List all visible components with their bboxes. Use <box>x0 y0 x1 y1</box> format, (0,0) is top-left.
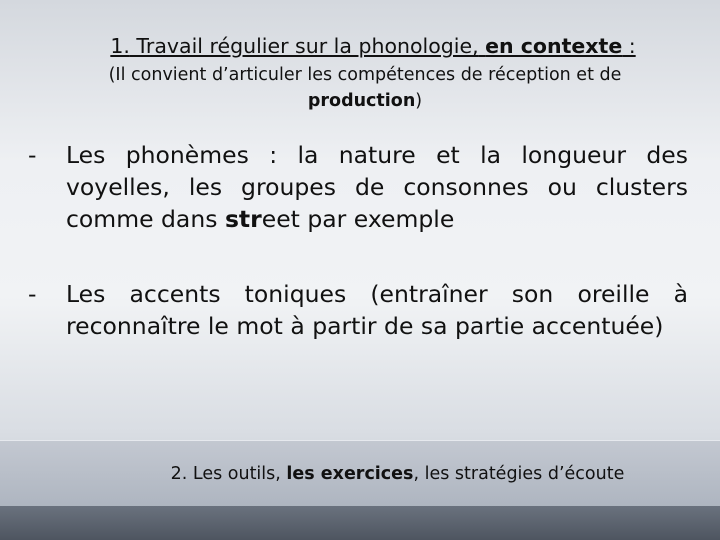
title-end: : <box>622 34 636 58</box>
footer-bold: les exercices <box>286 464 414 484</box>
title-main: Travail régulier sur la phonologie, <box>129 34 479 58</box>
bullet-text-before: Les phonèmes : la nature et la longueur des voyelles, les groupes de consonnes ou clusters comme dans <box>66 141 688 233</box>
title-number: 1. <box>110 34 130 58</box>
bottom-dark-bar <box>0 506 720 540</box>
footer-before: 2. Les outils, <box>170 464 287 484</box>
slide-subtitle <box>55 62 675 114</box>
bullet-text <box>66 139 688 235</box>
footer-after: , les stratégies d’écoute <box>413 464 625 484</box>
bullet-dash: - <box>28 280 37 308</box>
slide-title <box>0 32 720 60</box>
bullet-dash: - <box>28 141 37 169</box>
bullet-text: Les accents toniques (entraîner son oreille à reconnaître le mot à partir de sa partie accentuée) <box>66 280 688 340</box>
title-bold: en contexte <box>485 34 623 58</box>
bullet-accents <box>28 278 688 342</box>
subtitle-bold: production <box>307 91 416 111</box>
subtitle-end: ) <box>415 91 423 111</box>
bullet-text-bold: str <box>224 205 262 233</box>
subtitle-text: (Il convient d’articuler les compétences de réception et de <box>108 65 622 85</box>
bullet-phonemes <box>28 139 688 235</box>
title-underlined <box>110 34 635 58</box>
footer-text <box>0 462 720 486</box>
bullet-text-after: eet par exemple <box>261 205 455 233</box>
